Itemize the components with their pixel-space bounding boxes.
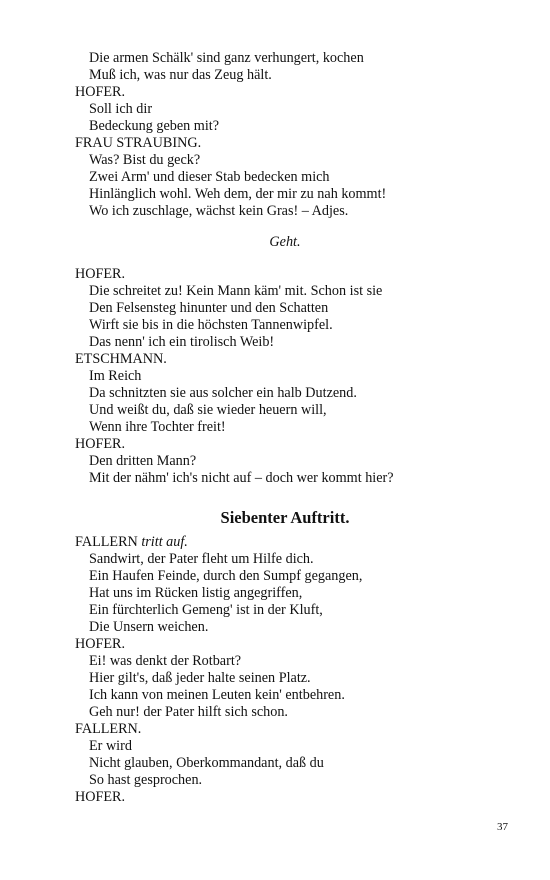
speaker-name: HOFER. — [75, 789, 126, 805]
dialogue-block-3 — [75, 551, 495, 806]
speaker-name: HOFER. — [75, 636, 126, 652]
entrance-line — [75, 534, 495, 551]
verse-line: Bedeckung geben mit? — [89, 118, 220, 134]
verse-line: Er wird — [89, 738, 132, 754]
verse-line: Mit der nähm' ich's nicht auf – doch wer kommt hier? — [89, 470, 394, 486]
speaker-name: HOFER. — [75, 266, 126, 282]
speaker-name: FRAU STRAUBING. — [75, 135, 202, 151]
verse-line: Soll ich dir — [89, 101, 153, 117]
verse-line: Sandwirt, der Pater fleht um Hilfe dich. — [89, 551, 314, 567]
verse-line: Hinlänglich wohl. Weh dem, der mir zu nah kommt! — [89, 186, 387, 202]
verse-line: Und weißt du, daß sie wieder heuern will, — [89, 402, 327, 418]
dialogue-block-2 — [75, 266, 495, 487]
scene-heading: Siebenter Auftritt. — [220, 508, 350, 527]
dialogue-block-1 — [75, 50, 495, 220]
page-text — [75, 50, 495, 806]
verse-line: Ein Haufen Feinde, durch den Sumpf gegangen, — [89, 568, 363, 584]
verse-line: Geh nur! der Pater hilft sich schon. — [89, 704, 288, 720]
verse-line: Das nenn' ich ein tirolisch Weib! — [89, 334, 275, 350]
stage-direction: Geht. — [269, 234, 301, 250]
entrance-speaker: FALLERN — [75, 534, 138, 550]
speaker-name: ETSCHMANN. — [75, 351, 167, 367]
verse-line: Den Felsensteg hinunter und den Schatten — [89, 300, 329, 316]
verse-line: Den dritten Mann? — [89, 453, 197, 469]
verse-line: Hier gilt's, daß jeder halte seinen Platz. — [89, 670, 311, 686]
speaker-name: HOFER. — [75, 84, 126, 100]
verse-line: Die Unsern weichen. — [89, 619, 209, 635]
entrance-direction: tritt auf. — [141, 534, 188, 550]
speaker-name: HOFER. — [75, 436, 126, 452]
verse-line: Hat uns im Rücken listig angegriffen, — [89, 585, 303, 601]
verse-line: Zwei Arm' und dieser Stab bedecken mich — [89, 169, 330, 185]
verse-line: Im Reich — [89, 368, 142, 384]
verse-line: So hast gesprochen. — [89, 772, 203, 788]
verse-line: Wirft sie bis in die höchsten Tannenwipfel. — [89, 317, 333, 333]
verse-line: Die schreitet zu! Kein Mann käm' mit. Schon ist sie — [89, 283, 383, 299]
page-number: 37 — [497, 821, 508, 833]
verse-line: Muß ich, was nur das Zeug hält. — [89, 67, 272, 83]
verse-line: Ein fürchterlich Gemeng' ist in der Kluft, — [89, 602, 323, 618]
verse-line: Wo ich zuschlage, wächst kein Gras! – Adjes. — [89, 203, 349, 219]
speaker-name: FALLERN. — [75, 721, 142, 737]
verse-line: Die armen Schälk' sind ganz verhungert, kochen — [89, 50, 364, 66]
verse-line: Ei! was denkt der Rotbart? — [89, 653, 242, 669]
verse-line: Da schnitzten sie aus solcher ein halb Dutzend. — [89, 385, 357, 401]
verse-line: Was? Bist du geck? — [89, 152, 201, 168]
verse-line: Nicht glauben, Oberkommandant, daß du — [89, 755, 324, 771]
verse-line: Ich kann von meinen Leuten kein' entbehren. — [89, 687, 345, 703]
verse-line: Wenn ihre Tochter freit! — [89, 419, 226, 435]
